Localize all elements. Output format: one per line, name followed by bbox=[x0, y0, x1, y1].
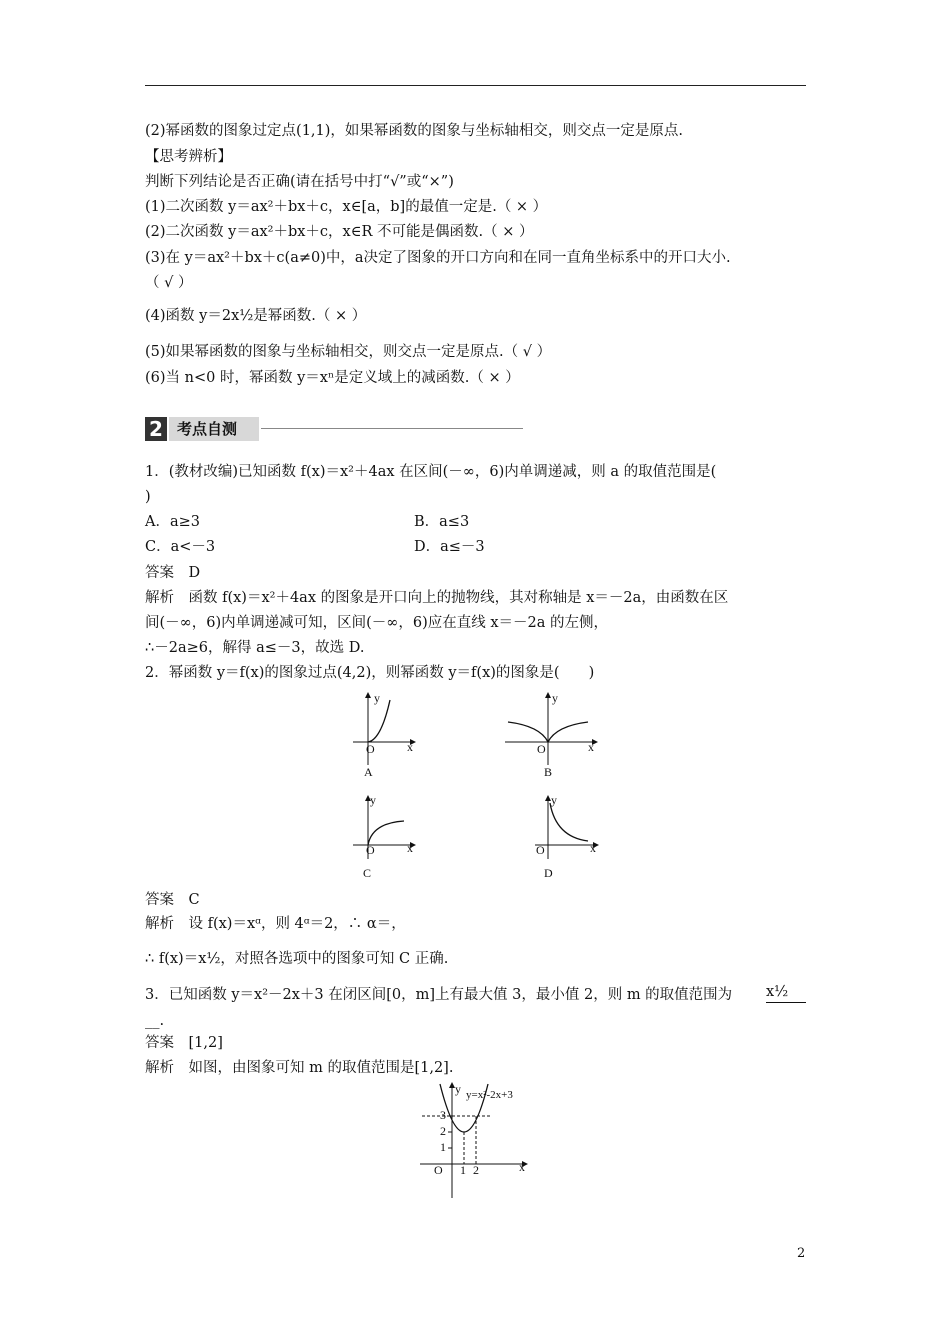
axis-label: x bbox=[407, 740, 413, 754]
y-tick-label: 2 bbox=[440, 1124, 446, 1138]
section-rule bbox=[261, 428, 523, 429]
axis-label: y bbox=[455, 1082, 461, 1096]
text-line: (2)幂函数的图象过定点(1,1)，如果幂函数的图象与坐标轴相交，则交点一定是原点. bbox=[145, 123, 684, 139]
section-number: 2 bbox=[145, 417, 167, 441]
q2-stem: 2．幂函数 y＝f(x)的图象过点(4,2)，则幂函数 y＝f(x)的图象是( ) bbox=[145, 665, 595, 681]
q1-stem-end: ) bbox=[145, 489, 151, 505]
axis-label: y bbox=[370, 793, 376, 807]
axis-label: O bbox=[366, 742, 375, 756]
q3-analysis: 解析 如图，由图象可知 m 的取值范围是[1,2]. bbox=[145, 1060, 454, 1076]
text-line: (4)函数 y＝2x½是幂函数.（ × ） bbox=[145, 308, 367, 324]
text-line: （ √ ） bbox=[145, 275, 193, 291]
axis-label: y bbox=[551, 793, 557, 807]
q1-option-d: D．a≤－3 bbox=[414, 539, 485, 555]
text-line: (6)当 n<0 时，幂函数 y＝xⁿ是定义域上的减函数.（ × ） bbox=[145, 370, 520, 386]
text-line: (2)二次函数 y＝ax²＋bx＋c，x∈R 不可能是偶函数.（ × ） bbox=[145, 224, 534, 240]
option-label: A bbox=[364, 765, 373, 779]
axis-label: x bbox=[407, 841, 413, 855]
q3-fill-blank: x½ bbox=[766, 982, 806, 1003]
section-title: 考点自测 bbox=[169, 417, 259, 441]
x-tick-label: 1 bbox=[460, 1163, 466, 1177]
text-line: (3)在 y＝ax²＋bx＋c(a≠0)中，a决定了图象的开口方向和在同一直角坐标系中的开口大小. bbox=[145, 250, 731, 266]
axis-label: O bbox=[366, 843, 375, 857]
q1-analysis: 间(－∞，6)内单调递减可知，区间(－∞，6)应在直线 x＝－2a 的左侧， bbox=[145, 615, 608, 631]
q2-analysis: ∴ f(x)＝x½，对照各选项中的图象可知 C 正确. bbox=[145, 951, 449, 967]
q1-analysis: 解析 函数 f(x)＝x²＋4ax 的图象是开口向上的抛物线，其对称轴是 x＝－2a，由函数在区 bbox=[145, 590, 729, 606]
q3-stem: 3．已知函数 y＝x²－2x＋3 在闭区间[0，m]上有最大值 3，最小值 2，则 m 的取值范围为 bbox=[145, 987, 733, 1003]
q1-answer: 答案 D bbox=[145, 565, 201, 581]
axis-label: O bbox=[536, 843, 545, 857]
option-label: C bbox=[363, 866, 372, 880]
q2-analysis: 解析 设 f(x)＝xᵅ，则 4ᵅ＝2，∴ α＝， bbox=[145, 916, 406, 932]
option-label: B bbox=[544, 765, 553, 779]
q3-stem-end: __. bbox=[145, 1013, 165, 1029]
x-tick-label: 2 bbox=[473, 1163, 479, 1177]
axis-label: x bbox=[519, 1160, 525, 1174]
page-number: 2 bbox=[797, 1246, 806, 1261]
axis-label: y bbox=[374, 691, 380, 705]
curve-label: y=x²-2x+3 bbox=[466, 1089, 513, 1101]
text-line: 【思考辨析】 bbox=[145, 149, 232, 165]
graph-a bbox=[348, 690, 418, 780]
q1-option-b: B．a≤3 bbox=[414, 514, 470, 530]
y-tick-label: 3 bbox=[440, 1108, 446, 1122]
q1-option-a: A．a≥3 bbox=[145, 514, 200, 530]
text-line: (5)如果幂函数的图象与坐标轴相交，则交点一定是原点.（ √ ） bbox=[145, 344, 552, 360]
axis-label: O bbox=[537, 742, 546, 756]
q1-stem: 1．(教材改编)已知函数 f(x)＝x²＋4ax 在区间(－∞，6)内单调递减，则 a 的取值范围是( bbox=[145, 464, 717, 480]
axis-label: x bbox=[588, 740, 594, 754]
axis-label: y bbox=[552, 691, 558, 705]
q2-answer: 答案 C bbox=[145, 892, 200, 908]
y-tick-label: 1 bbox=[440, 1140, 446, 1154]
text-line: (1)二次函数 y＝ax²＋bx＋c，x∈[a，b]的最值一定是.（ × ） bbox=[145, 199, 548, 215]
q3-answer: 答案 [1,2] bbox=[145, 1035, 223, 1051]
axis-label: x bbox=[590, 841, 596, 855]
q1-analysis: ∴－2a≥6，解得 a≤－3，故选 D. bbox=[145, 640, 365, 656]
header-rule bbox=[145, 85, 806, 86]
option-label: D bbox=[544, 866, 553, 880]
q1-option-c: C．a<－3 bbox=[145, 539, 216, 555]
axis-label: O bbox=[434, 1163, 443, 1177]
text-line: 判断下列结论是否正确(请在括号中打“√”或“×”) bbox=[145, 174, 454, 190]
